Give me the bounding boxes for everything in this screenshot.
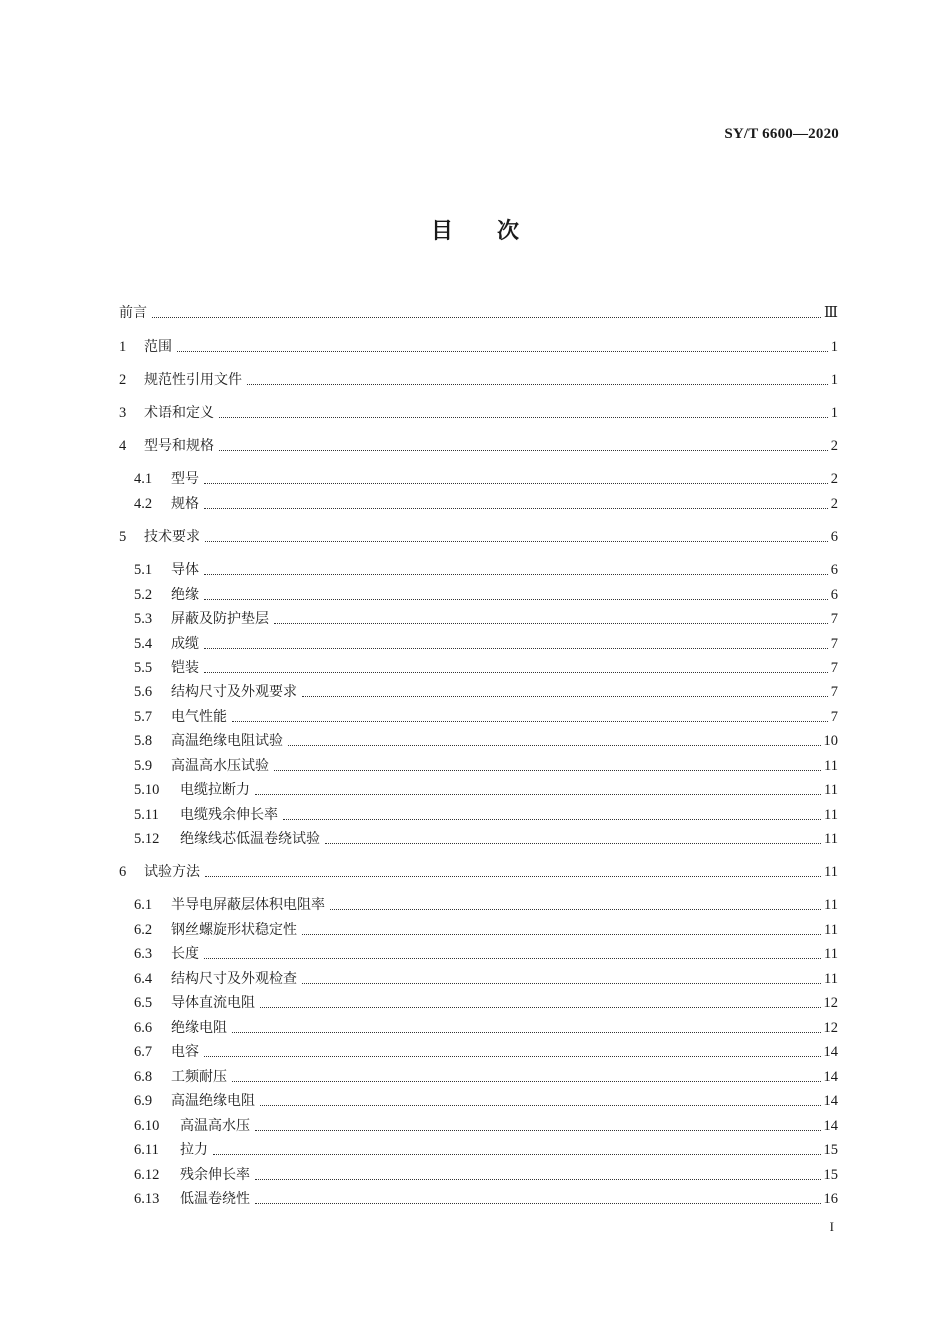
toc-entry-number: 3 <box>119 405 127 421</box>
toc-entry-page: 2 <box>830 438 838 454</box>
toc-entry-title: 拉力 <box>180 1142 208 1158</box>
toc-entry-page: 12 <box>823 995 838 1011</box>
toc-entry-number: 6 <box>119 864 127 880</box>
toc-entry[interactable] <box>134 1189 838 1209</box>
toc-entry[interactable] <box>119 337 838 357</box>
dot-leader <box>255 793 821 795</box>
toc-entry-number: 5.2 <box>134 587 153 603</box>
toc-entry[interactable] <box>134 805 838 825</box>
toc-entry-number: 6.1 <box>134 897 153 913</box>
toc-entry-number: 5.6 <box>134 684 153 700</box>
page-number: I <box>829 1219 834 1234</box>
dot-leader <box>302 933 821 935</box>
dot-leader <box>260 1104 821 1106</box>
dot-leader <box>232 1031 821 1033</box>
dot-leader <box>205 540 828 542</box>
toc-entry-number: 5.12 <box>134 831 160 847</box>
toc-entry[interactable] <box>119 370 838 390</box>
toc-entry-title: 绝缘电阻 <box>171 1020 227 1036</box>
dot-leader <box>213 1153 821 1155</box>
toc-entry-number: 6.8 <box>134 1069 153 1085</box>
toc-entry-page: 16 <box>823 1191 838 1207</box>
dot-leader <box>152 316 821 318</box>
toc-entry[interactable] <box>134 469 838 489</box>
toc-entry-title: 高温绝缘电阻 <box>171 1093 255 1109</box>
dot-leader <box>283 818 821 820</box>
dot-leader <box>205 875 821 877</box>
toc-entry-number: 6.6 <box>134 1020 153 1036</box>
toc-entry-number: 6.3 <box>134 946 153 962</box>
toc-entry-page: 12 <box>823 1020 838 1036</box>
toc-entry-number: 4 <box>119 438 127 454</box>
toc-entry-page: 1 <box>830 339 838 355</box>
toc-entry-title: 绝缘 <box>171 587 199 603</box>
toc-entry-number: 5.7 <box>134 709 153 725</box>
toc-entry[interactable] <box>134 609 838 629</box>
dot-leader <box>204 482 828 484</box>
toc-entry-number: 6.13 <box>134 1191 160 1207</box>
dot-leader <box>255 1129 821 1131</box>
toc-entry-page: 11 <box>824 922 838 938</box>
toc-entry-title: 半导电屏蔽层体积电阻率 <box>171 897 325 913</box>
toc-entry-title: 前言 <box>119 305 147 321</box>
toc-entry-page: 1 <box>830 372 838 388</box>
dot-leader <box>204 957 821 959</box>
toc-entry-number: 5.3 <box>134 611 153 627</box>
toc-entry-number: 2 <box>119 372 127 388</box>
toc-entry[interactable] <box>134 731 838 751</box>
dot-leader <box>302 695 828 697</box>
dot-leader <box>302 982 821 984</box>
toc-entry[interactable] <box>134 1067 838 1087</box>
dot-leader <box>247 383 828 385</box>
toc-entry-number: 6.2 <box>134 922 153 938</box>
toc-entry-number: 6.5 <box>134 995 153 1011</box>
toc-entry-number: 5.9 <box>134 758 153 774</box>
toc-entry-title: 绝缘线芯低温卷绕试验 <box>180 831 320 847</box>
toc-entry-page: 1 <box>830 405 838 421</box>
toc-entry-title: 技术要求 <box>144 529 200 545</box>
toc-entry-title: 残余伸长率 <box>180 1167 250 1183</box>
toc-entry-page: 15 <box>823 1167 838 1183</box>
toc-entry-page: 7 <box>830 684 838 700</box>
toc-entry[interactable] <box>119 862 838 882</box>
toc-entry-page: 11 <box>824 971 838 987</box>
dot-leader <box>232 720 828 722</box>
toc-entry-title: 长度 <box>171 946 199 962</box>
toc-entry-page: 6 <box>830 587 838 603</box>
dot-leader <box>219 416 828 418</box>
toc-entry-title: 高温高水压 <box>180 1118 250 1134</box>
toc-entry-page: 14 <box>823 1044 838 1060</box>
toc-entry[interactable] <box>134 1042 838 1062</box>
toc-entry-number: 4.1 <box>134 471 153 487</box>
dot-leader <box>232 1080 821 1082</box>
dot-leader <box>204 1055 821 1057</box>
page-title: 目次 <box>430 219 563 244</box>
toc-entry-page: 7 <box>830 660 838 676</box>
dot-leader <box>204 573 828 575</box>
toc-entry[interactable] <box>134 658 838 678</box>
toc-entry-title: 高温高水压试验 <box>171 758 269 774</box>
toc-entry-page: 7 <box>830 636 838 652</box>
toc-entry-number: 6.12 <box>134 1167 160 1183</box>
toc-entry-number: 5.8 <box>134 733 153 749</box>
toc-entry[interactable] <box>134 944 838 964</box>
toc-entry-page: 10 <box>823 733 838 749</box>
toc-entry-page: 11 <box>824 831 838 847</box>
toc-entry-title: 钢丝螺旋形状稳定性 <box>171 922 297 938</box>
toc-entry-page: 11 <box>824 807 838 823</box>
dot-leader <box>325 842 821 844</box>
toc-entry-page: 11 <box>824 946 838 962</box>
toc-entry-page: 2 <box>830 471 838 487</box>
toc-entry[interactable] <box>134 560 838 580</box>
toc-entry-page: 15 <box>823 1142 838 1158</box>
dot-leader <box>219 449 828 451</box>
toc-entry[interactable] <box>134 1091 838 1111</box>
dot-leader <box>260 1006 821 1008</box>
toc-entry-number: 4.2 <box>134 496 153 512</box>
toc-entry-number: 6.7 <box>134 1044 153 1060</box>
toc-entry-title: 铠装 <box>171 660 199 676</box>
toc-entry[interactable] <box>134 1018 838 1038</box>
toc-entry-number: 5.11 <box>134 807 159 823</box>
toc-entry-title: 电缆拉断力 <box>180 782 250 798</box>
toc-entry-title: 屏蔽及防护垫层 <box>171 611 269 627</box>
toc-entry-title: 导体 <box>171 562 199 578</box>
dot-leader <box>274 622 828 624</box>
toc-entry-title: 规格 <box>171 496 199 512</box>
dot-leader <box>177 350 828 352</box>
toc-entry-page: 2 <box>830 496 838 512</box>
toc-entry[interactable] <box>134 920 838 940</box>
toc-entry-title: 导体直流电阻 <box>171 995 255 1011</box>
dot-leader <box>204 598 828 600</box>
toc-entry-title: 结构尺寸及外观要求 <box>171 684 297 700</box>
toc-entry-page: 11 <box>824 864 838 880</box>
toc-entry-number: 5.1 <box>134 562 153 578</box>
toc-entry[interactable] <box>134 1165 838 1185</box>
toc-entry-page: 7 <box>830 709 838 725</box>
toc-entry[interactable] <box>134 494 838 514</box>
toc-entry[interactable] <box>134 1140 838 1160</box>
toc-entry-title: 高温绝缘电阻试验 <box>171 733 283 749</box>
dot-leader <box>204 647 828 649</box>
toc-entry-title: 工频耐压 <box>171 1069 227 1085</box>
toc-entry-title: 型号 <box>171 471 199 487</box>
toc-entry-number: 6.4 <box>134 971 153 987</box>
standard-code: SY/T 6600—2020 <box>724 126 839 142</box>
toc-entry-page: 6 <box>830 529 838 545</box>
toc-entry[interactable] <box>134 682 838 702</box>
toc-entry[interactable] <box>134 1116 838 1136</box>
toc-entry-title: 电缆残余伸长率 <box>180 807 278 823</box>
dot-leader <box>204 507 828 509</box>
dot-leader <box>255 1178 821 1180</box>
toc-entry-page: 11 <box>824 758 838 774</box>
dot-leader <box>288 744 821 746</box>
toc-entry-title: 电气性能 <box>171 709 227 725</box>
toc-entry-number: 6.11 <box>134 1142 159 1158</box>
toc-entry-number: 6.10 <box>134 1118 160 1134</box>
toc-entry-title: 范围 <box>144 339 172 355</box>
toc-entry[interactable] <box>134 780 838 800</box>
toc-entry-number: 5.10 <box>134 782 160 798</box>
toc-entry-title: 结构尺寸及外观检查 <box>171 971 297 987</box>
toc-entry-page: 14 <box>823 1093 838 1109</box>
toc-entry-title: 电容 <box>171 1044 199 1060</box>
dot-leader <box>255 1202 821 1204</box>
toc-entry[interactable] <box>134 993 838 1013</box>
toc-entry[interactable] <box>134 895 838 915</box>
toc-entry[interactable] <box>119 403 838 423</box>
toc-entry-title: 术语和定义 <box>144 405 214 421</box>
toc-entry-page: 14 <box>823 1069 838 1085</box>
toc-entry-title: 试验方法 <box>144 864 200 880</box>
toc-entry-page: 6 <box>830 562 838 578</box>
dot-leader <box>330 908 821 910</box>
toc-entry[interactable] <box>119 436 838 456</box>
toc-entry[interactable] <box>119 303 838 323</box>
toc-entry-title: 低温卷绕性 <box>180 1191 250 1207</box>
toc-entry[interactable] <box>134 634 838 654</box>
toc-entry-title: 规范性引用文件 <box>144 372 242 388</box>
toc-entry[interactable] <box>119 527 838 547</box>
toc-entry[interactable] <box>134 585 838 605</box>
toc-entry[interactable] <box>134 707 838 727</box>
toc-entry-number: 6.9 <box>134 1093 153 1109</box>
toc-entry-page: 11 <box>824 782 838 798</box>
dot-leader <box>204 671 828 673</box>
toc-entry-number: 1 <box>119 339 127 355</box>
toc-entry-title: 型号和规格 <box>144 438 214 454</box>
toc-entry-title: 成缆 <box>171 636 199 652</box>
toc-entry-number: 5 <box>119 529 127 545</box>
toc-entry-page: 11 <box>824 897 838 913</box>
dot-leader <box>274 769 821 771</box>
toc-entry-page: Ⅲ <box>824 305 838 321</box>
toc-entry[interactable] <box>134 756 838 776</box>
toc-entry-page: 14 <box>823 1118 838 1134</box>
toc-entry-page: 7 <box>830 611 838 627</box>
toc-entry[interactable] <box>134 829 838 849</box>
toc-entry-number: 5.4 <box>134 636 153 652</box>
toc-entry[interactable] <box>134 969 838 989</box>
toc-entry-number: 5.5 <box>134 660 153 676</box>
